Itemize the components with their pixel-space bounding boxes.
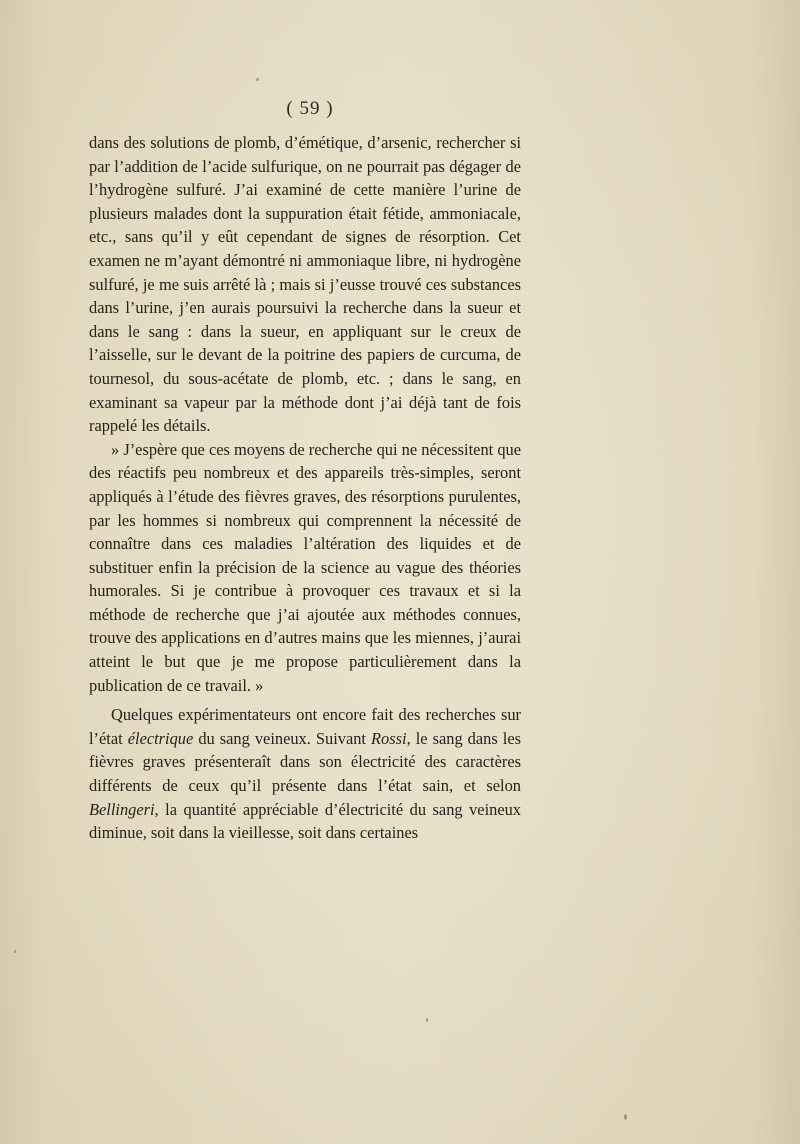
paper-speck (256, 78, 259, 81)
paragraph-3-text: , le sang dans les fièvres graves présenteraît dans son électricité des caractères différents de ceux qu’il présente dans l’état sain, et selon (89, 728, 521, 796)
paper-speck (14, 950, 16, 953)
paper-speck (426, 1018, 428, 1022)
paragraph-1-text: dans des solutions de plomb, d’émétique, d’arsenic, rechercher si par l’addition de l’acide sulfurique, on ne pourrait pas dégager de l’hydrogène sulfuré. J’ai examiné de cette manière l’urine de plusieurs malades dont la suppuration était fétide, ammoniacale, etc., sans qu’il y eût cependant de signes de résorption. Cet examen ne m’ayant démontré ni ammoniaque libre, ni hydrogène sulfuré, je me suis arrêté là ; mais si j’eusse trouvé ces substances dans l’urine, j’en aurais poursuivi la recherche dans la sueur et dans le sang : dans la sueur, en appliquant sur le creux de l’aisselle, sur le devant de la poitrine des papiers de curcuma, de tournesol, du sous-acétate de plomb, etc. ; dans le sang, en examinant sa vapeur par la méthode dont j’ai déjà tant de fois rappelé les détails. (89, 133, 521, 436)
paragraph-2 (89, 438, 521, 698)
author-rossi: Rossi (371, 728, 407, 748)
paragraph-3 (89, 703, 521, 845)
paragraph-3-text: Quelques expérimentateurs ont encore fait des recherches sur l’état (89, 705, 521, 748)
paragraph-2-text: » J’espère que ces moyens de recherche qui ne nécessitent que des réactifs peu nombreux et des appareils très-simples, seront appliqués à l’étude des fièvres graves, des résorptions purulentes, par les hommes si nombreux qui comprennent la nécessité de connaître dans ces maladies l’altération des liquides et de substituer enfin la précision de la science au vague des théories humorales. Si je contribue à provoquer ces travaux et si la méthode de recherche que j’ai ajoutée aux méthodes connues, trouve des applications en d’autres mains que les miennes, j’aurai atteint le but que je me propose particulièrement dans la publication de ce travail. » (89, 439, 521, 695)
paragraph-3-text: du sang veineux. Suivant (193, 728, 372, 748)
paper-speck (624, 1114, 627, 1120)
paragraph-3-text: , la quantité appréciable d’électricité du sang veineux diminue, soit dans la vieillesse, soit dans certaines (89, 799, 521, 843)
author-bellingeri: Bellingeri (89, 799, 155, 819)
paragraph-1 (89, 131, 521, 438)
body-text (89, 131, 521, 845)
term-electrique: électrique (127, 728, 194, 748)
page-number: ( 59 ) (286, 98, 334, 119)
